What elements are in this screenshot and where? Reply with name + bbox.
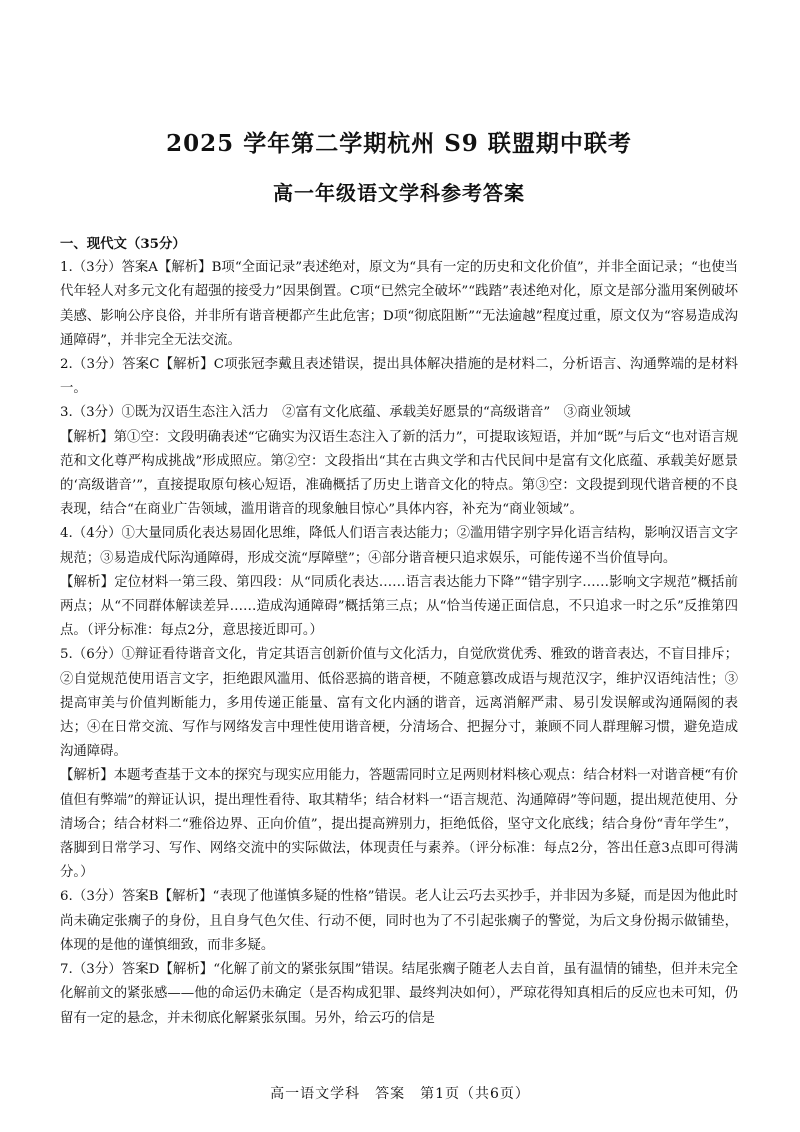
document-subtitle: 高一年级语文学科参考答案 [273, 181, 525, 205]
document-title: 2025 学年第二学期杭州 S9 联盟期中联考 [166, 130, 632, 157]
answer-5: 5.（6分）①辩证看待谐音文化，肯定其语言创新价值与文化活力，自觉欣赏优秀、雅致的谐音表达，不盲目排斥；②自觉规范使用语言文字，拒绝跟风滥用、低俗恶搞的谐音梗，不随意篡改成语与规范汉字，维护汉语纯洁性；③提高审美与价值判断能力，多用传递正能量、富有文化内涵的谐音，远离消解严肃、易引发误解或沟通隔阂的表达；④在日常交流、写作与网络发言中理性使用谐音梗，分清场合、把握分寸，兼顾不同人群理解习惯，避免造成沟通障碍。 [60, 647, 738, 760]
section-heading: 一、现代文（35分） [60, 236, 186, 252]
answer-2: 2.（3分）答案C【解析】C项张冠李戴且表述错误，提出具体解决措施的是材料二，分析语言、沟通弊端的是材料一。 [60, 357, 738, 397]
answer-4: 4.（4分）①大量同质化表达易固化思维，降低人们语言表达能力；②滥用错字别字异化语言结构，影响汉语言文字规范；③易造成代际沟通障碍，形成交流“厚障壁”；④部分谐音梗只追求娱乐，可能传递不当价值导向。 [60, 526, 738, 566]
answer-4-analysis: 【解析】定位材料一第三段、第四段：从“同质化表达……语言表达能力下降”“错字别字……影响文字规范”概括前两点；从“不同群体解读差异……造成沟通障碍”概括第三点；从“恰当传递正面信息，不只追求一时之乐”反推第四点。（评分标准：每点2分，意思接近即可。） [60, 574, 738, 639]
answer-content [60, 232, 738, 1031]
answer-3-analysis: 【解析】第①空：文段明确表述“它确实为汉语生态注入了新的活力”，可提取该短语，并加“既”与后文“也对语言规范和文化尊严构成挑战”形成照应。第②空：文段指出“其在古典文学和古代民间中是富有文化底蕴、承载美好愿景的‘高级谐音’”，直接提取原句核心短语，准确概括了历史上谐音文化的特点。第③空：文段提到现代谐音梗的不良表现，结合“在商业广告领域，滥用谐音的现象触目惊心”具体内容，补充为“商业领域”。 [60, 429, 738, 518]
answer-6: 6.（3分）答案B【解析】“表现了他谨慎多疑的性格”错误。老人让云巧去买抄手，并非因为多疑，而是因为他此时尚未确定张瘸子的身份，且自身气色欠佳、行动不便，同时也为了不引起张瘸子的警觉，为后文身份揭示做铺垫，体现的是他的谨慎细致，而非多疑。 [60, 889, 738, 953]
answer-5-analysis: 【解析】本题考查基于文本的探究与现实应用能力，答题需同时立足两则材料核心观点：结合材料一对谐音梗“有价值但有弊端”的辩证认识，提出理性看待、取其精华；结合材料一“语言规范、沟通障碍”等问题，提出规范使用、分清场合；结合材料二“雅俗边界、正向价值”，提出提高辨别力，拒绝低俗，坚守文化底线；结合身份“青年学生”，落脚到日常学习、写作、网络交流中的实际做法，体现责任与素养。（评分标准：每点2分，答出任意3点即可得满分。） [60, 768, 738, 881]
page-footer: 高一语文学科 答案 第1页（共6页） [270, 1086, 530, 1102]
answer-1: 1.（3分）答案A【解析】B项“全面记录”表述绝对，原文为“具有一定的历史和文化价值”，并非全面记录；“也使当代年轻人对多元文化有超强的接受力”因果倒置。C项“已然完全破坏”“践踏”表述绝对化，原文是部分滥用案例破坏美感、影响公序良俗，并非所有谐音梗都产生此危害；D项“彻底阻断”“无法逾越”程度过重，原文仅为“容易造成沟通障碍”，并非完全无法交流。 [60, 260, 738, 348]
answer-7: 7.（3分）答案D【解析】“化解了前文的紧张氛围”错误。结尾张瘸子随老人去自首，虽有温情的铺垫，但并未完全化解前文的紧张感——他的命运仍未确定（是否构成犯罪、最终判决如何），严琼花得知真相后的反应也未可知，仍留有一定的悬念，并未彻底化解紧张氛围。另外，给云巧的信是 [60, 962, 738, 1026]
answer-3: 3.（3分）①既为汉语生态注入活力 ②富有文化底蕴、承载美好愿景的“高级谐音” ③商业领域 [60, 405, 631, 421]
